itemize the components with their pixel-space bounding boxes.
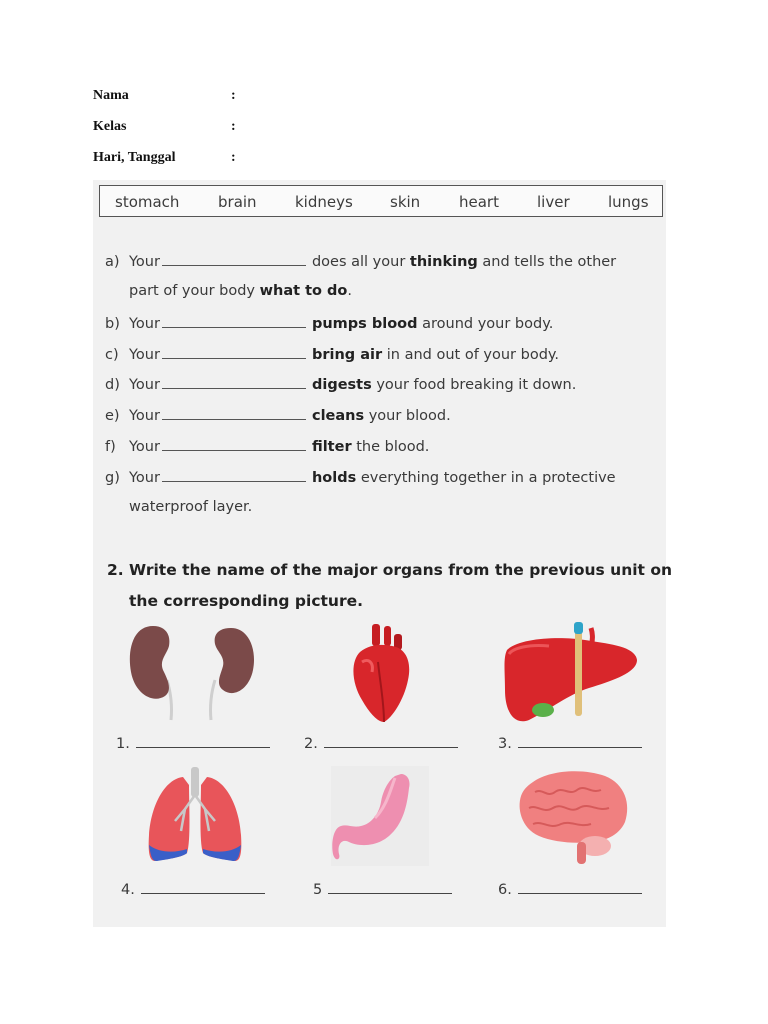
question-a [105, 252, 616, 270]
answer-number: 6. [498, 882, 512, 898]
word-bank [99, 185, 663, 217]
lungs-image [145, 765, 245, 870]
answer-blank [162, 345, 306, 359]
word-bank-item: lungs [608, 193, 649, 211]
question-text: part of your body [129, 283, 260, 299]
word-bank-item: stomach [115, 193, 180, 211]
kidneys-image [123, 620, 263, 725]
answer-blank [162, 314, 306, 328]
liver-image [499, 620, 639, 724]
question-text: your blood. [364, 408, 451, 424]
answer-blank [324, 735, 458, 748]
word-bank-item: liver [537, 193, 570, 211]
question-text: in and out of your body. [382, 347, 560, 363]
question-c [105, 345, 559, 363]
answer-3 [498, 735, 642, 752]
answer-blank [162, 375, 306, 389]
question-text: Your [129, 316, 160, 332]
question-letter: b) [105, 316, 120, 332]
question-keyword: filter [311, 439, 352, 455]
question-d [105, 375, 576, 393]
question-e [105, 406, 451, 424]
question-a-continuation [129, 283, 352, 299]
answer-blank [328, 881, 452, 894]
class-colon: : [231, 119, 236, 134]
word-bank-item: brain [218, 193, 257, 211]
worksheet-image [93, 180, 673, 927]
question-letter: e) [105, 408, 120, 424]
answer-blank [162, 406, 306, 420]
answer-2 [304, 735, 458, 752]
stomach-image [331, 766, 429, 866]
question-text: waterproof layer. [129, 499, 253, 515]
date-colon: : [231, 150, 236, 165]
answer-blank [162, 437, 306, 451]
question-text: . [347, 283, 352, 299]
question-keyword: holds [311, 470, 357, 486]
section-number: 2. [107, 561, 124, 579]
section2-heading [107, 561, 672, 579]
answer-4 [121, 881, 265, 898]
answer-blank [141, 881, 265, 894]
answer-blank [162, 252, 306, 266]
question-text: Your [129, 470, 160, 486]
section2-heading-continuation [129, 592, 363, 610]
question-f [105, 437, 429, 455]
question-keyword: cleans [311, 408, 365, 424]
question-text: Your [129, 254, 160, 270]
question-keyword: what to do [259, 283, 348, 299]
answer-blank [518, 881, 642, 894]
question-keyword: thinking [409, 254, 478, 270]
question-letter: a) [105, 254, 120, 270]
name-field-row [93, 88, 236, 104]
question-text: Your [129, 408, 160, 424]
question-text: Your [129, 347, 160, 363]
answer-5 [313, 881, 452, 898]
answer-number: 4. [121, 882, 135, 898]
section-title: the corresponding picture. [129, 592, 364, 610]
answer-number: 1. [116, 736, 130, 752]
question-g [105, 468, 616, 486]
question-letter: c) [105, 347, 119, 363]
word-bank-item: heart [459, 193, 499, 211]
heart-image [348, 622, 418, 724]
question-letter: f) [105, 439, 116, 455]
date-label: Hari, Tanggal [93, 150, 176, 165]
answer-number: 2. [304, 736, 318, 752]
question-b [105, 314, 553, 332]
question-text: your food breaking it down. [371, 377, 577, 393]
word-bank-item: skin [390, 193, 421, 211]
question-text: around your body. [417, 316, 554, 332]
answer-blank [136, 735, 270, 748]
name-colon: : [231, 88, 236, 103]
question-keyword: pumps blood [311, 316, 418, 332]
question-text: the blood. [351, 439, 430, 455]
answer-1 [116, 735, 270, 752]
class-field-row [93, 119, 236, 135]
answer-6 [498, 881, 642, 898]
brain-image [513, 768, 631, 868]
answer-number: 5 [313, 882, 323, 898]
question-text: Your [129, 377, 160, 393]
name-label: Nama [93, 88, 129, 103]
answer-number: 3. [498, 736, 512, 752]
question-text: everything together in a protective [356, 470, 616, 486]
question-text: and tells the other [477, 254, 617, 270]
question-text: Your [129, 439, 160, 455]
question-keyword: digests [311, 377, 372, 393]
class-label: Kelas [93, 119, 127, 134]
answer-blank [162, 468, 306, 482]
question-keyword: bring air [311, 347, 383, 363]
question-text: does all your [311, 254, 410, 270]
question-letter: d) [105, 377, 120, 393]
question-g-continuation [129, 499, 252, 515]
date-field-row [93, 150, 236, 166]
section-title: Write the name of the major organs from the previous unit on [129, 561, 673, 579]
question-letter: g) [105, 470, 120, 486]
answer-blank [518, 735, 642, 748]
word-bank-item: kidneys [295, 193, 353, 211]
